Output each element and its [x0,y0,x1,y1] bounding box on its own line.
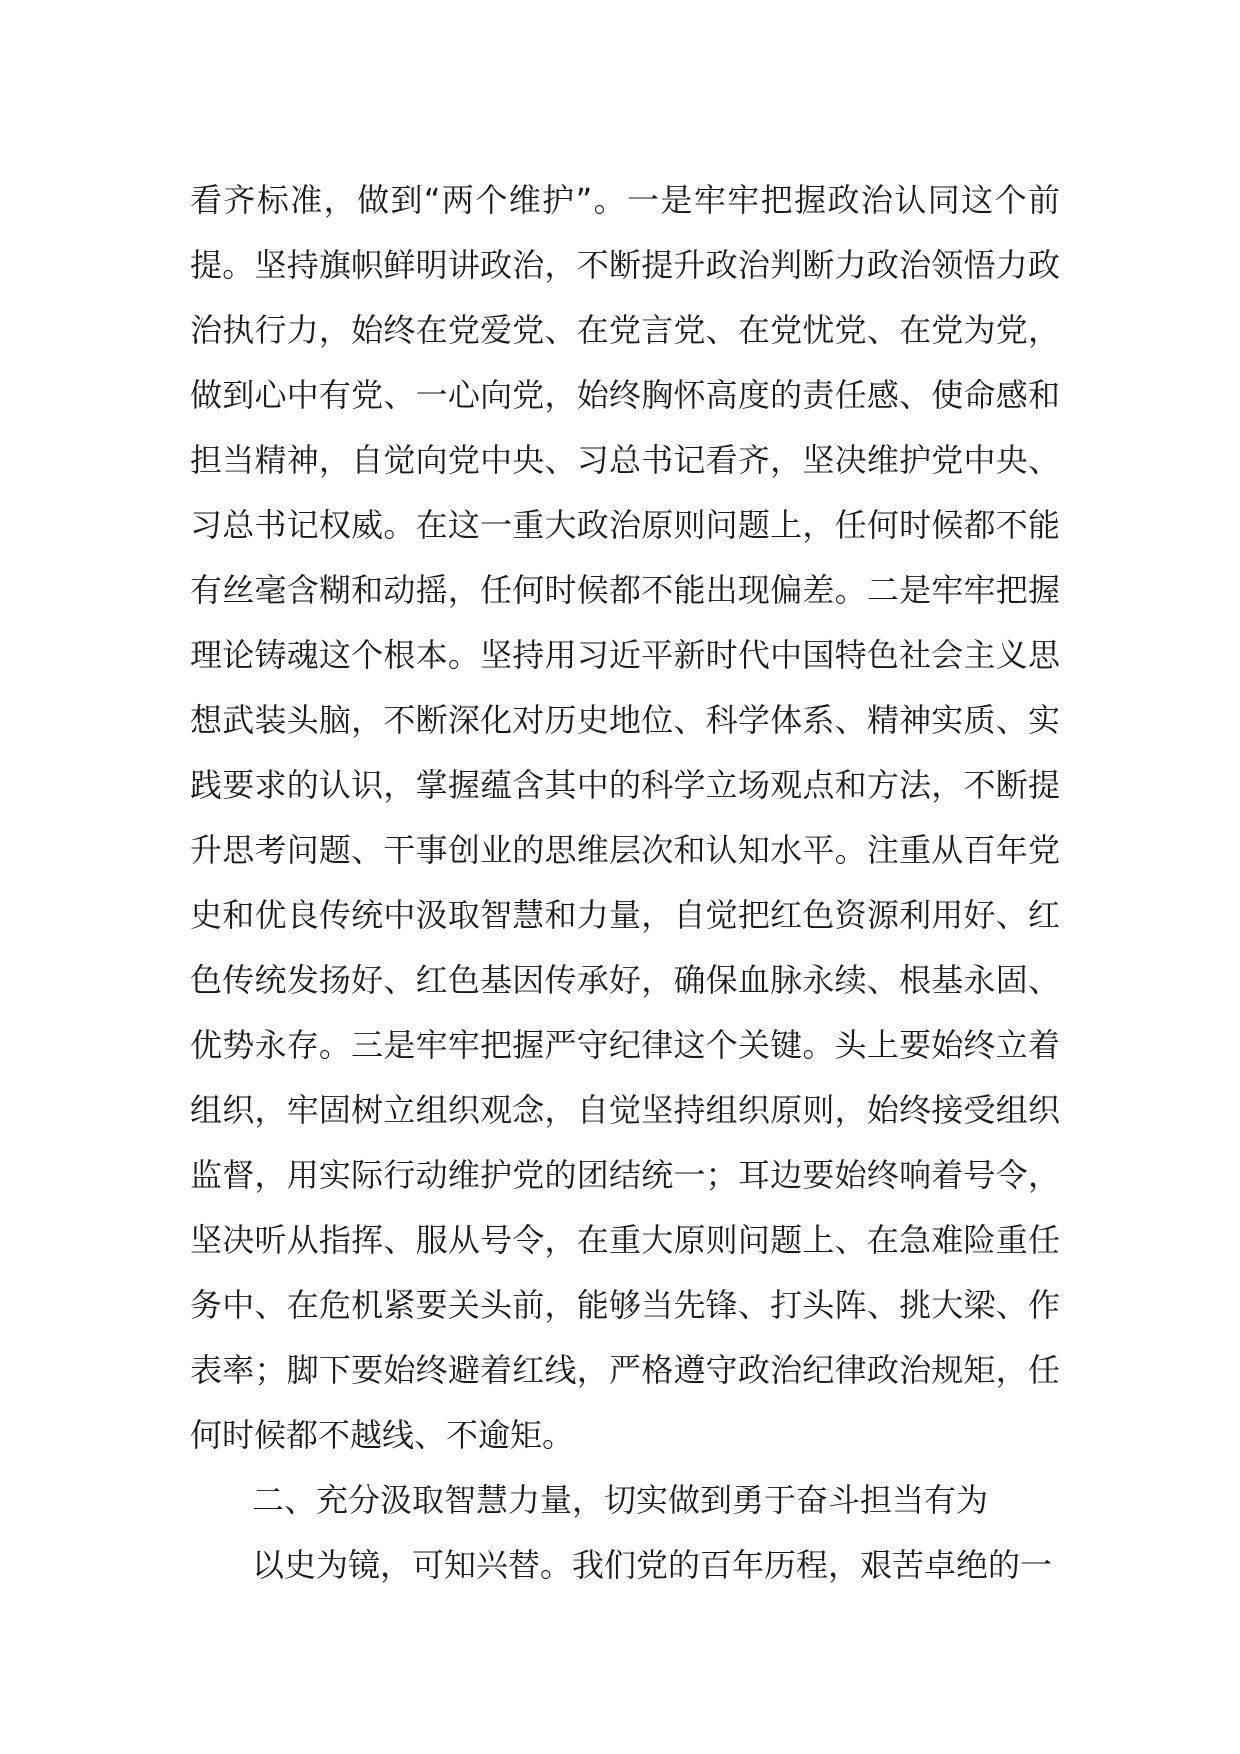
paragraph-line: 组织，牢固树立组织观念，自觉坚持组织原则，始终接受组织 [190,1091,1060,1129]
paragraph-line: 升思考问题、干事创业的思维层次和认知水平。注重从百年党 [190,831,1060,869]
paragraph-line: 表率；脚下要始终避着红线，严格遵守政治纪律政治规矩，任 [190,1351,1060,1389]
paragraph-line: 优势永存。三是牢牢把握严守纪律这个关键。头上要始终立着 [190,1026,1060,1064]
paragraph-line: 提。坚持旗帜鲜明讲政治，不断提升政治判断力政治领悟力政 [190,246,1060,284]
paragraph-line: 看齐标准，做到“两个维护”。一是牢牢把握政治认同这个前 [190,181,1060,219]
paragraph-line: 何时候都不越线、不逾矩。 [190,1416,575,1454]
paragraph-line: 有丝毫含糊和动摇，任何时候都不能出现偏差。二是牢牢把握 [190,571,1060,609]
paragraph-line: 践要求的认识，掌握蕴含其中的科学立场观点和方法，不断提 [190,766,1060,804]
paragraph-line: 想武装头脑，不断深化对历史地位、科学体系、精神实质、实 [190,701,1060,739]
paragraph-line: 理论铸魂这个根本。坚持用习近平新时代中国特色社会主义思 [190,636,1060,674]
paragraph-line: 坚决听从指挥、服从号令，在重大原则问题上、在急难险重任 [190,1221,1060,1259]
paragraph-line: 做到心中有党、一心向党，始终胸怀高度的责任感、使命感和 [190,376,1060,414]
paragraph-line: 担当精神，自觉向党中央、习总书记看齐，坚决维护党中央、 [190,441,1060,479]
paragraph-line: 治执行力，始终在党爱党、在党言党、在党忧党、在党为党， [190,311,1060,349]
paragraph-line: 色传统发扬好、红色基因传承好，确保血脉永续、根基永固、 [190,961,1060,999]
section-heading: 二、充分汲取智慧力量，切实做到勇于奋斗担当有为 [252,1481,989,1519]
paragraph-line: 习总书记权威。在这一重大政治原则问题上，任何时候都不能 [190,506,1060,544]
paragraph-line: 务中、在危机紧要关头前，能够当先锋、打头阵、挑大梁、作 [190,1286,1060,1324]
paragraph-line: 监督，用实际行动维护党的团结统一；耳边要始终响着号令， [190,1156,1060,1194]
body-text [190,168,1060,1598]
paragraph-start: 以史为镜，可知兴替。我们党的百年历程，艰苦卓绝的一 [252,1546,1053,1584]
paragraph-line: 史和优良传统中汲取智慧和力量，自觉把红色资源利用好、红 [190,896,1060,934]
